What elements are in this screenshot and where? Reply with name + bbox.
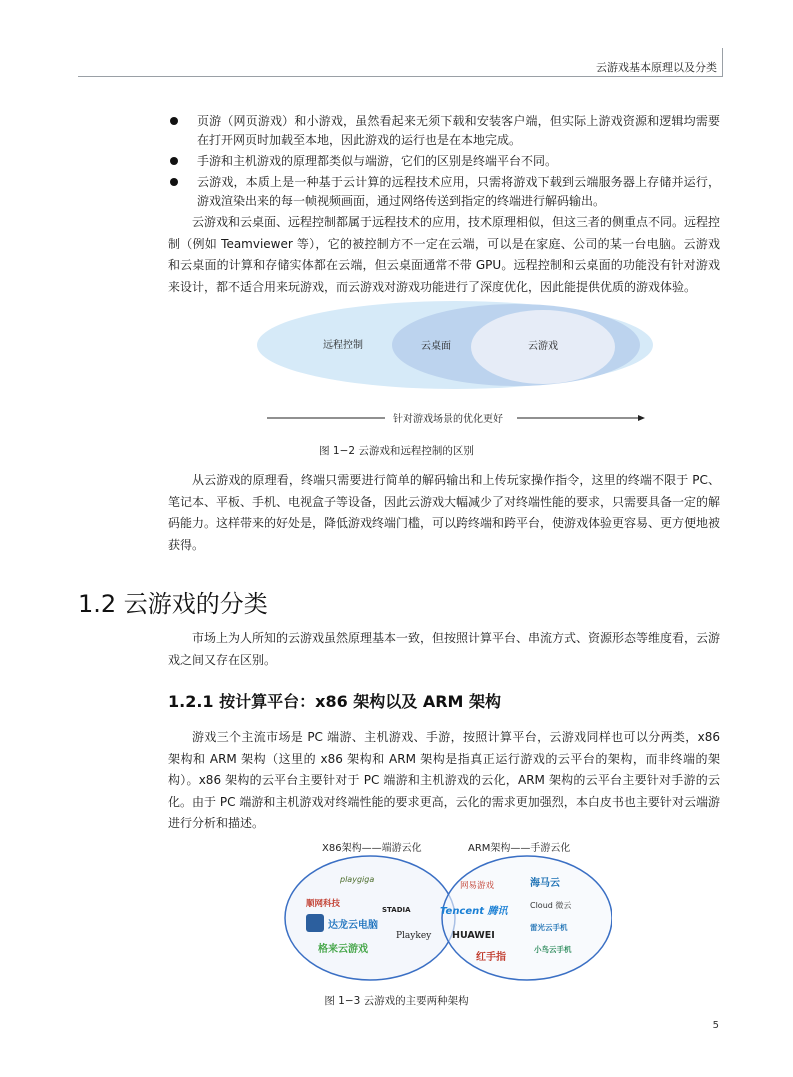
bullet-dot-icon	[170, 117, 178, 125]
logo-haima: 海马云	[530, 878, 560, 889]
arm-circle	[442, 856, 612, 980]
logo-hongshouzhi: 红手指	[476, 952, 506, 963]
figure-1-2-caption: 图 1−2 云游戏和远程控制的区别	[319, 445, 474, 457]
bullet-dot-icon	[170, 178, 178, 186]
label-cloud-game: 云游戏	[528, 341, 558, 352]
subsection-title: 1.2.1 按计算平台：x86 架构以及 ARM 架构	[168, 692, 502, 711]
page-number: 5	[712, 1020, 719, 1031]
dalong-icon	[306, 914, 324, 932]
header-rule	[78, 76, 723, 77]
logo-playkey: Playkey	[396, 931, 432, 941]
logo-playgiga: playgiga	[340, 875, 375, 884]
figure-1-3-caption: 图 1−3 云游戏的主要两种架构	[324, 995, 469, 1007]
paragraph-architecture: 游戏三个主流市场是 PC 端游、主机游戏、手游，按照计算平台，云游戏同样也可以分两类，x86 架构和 ARM 架构（这里的 x86 架构和 ARM 架构是指真正运行游戏的云平台的架构，而非终端的架构）。x86 架构的云平台主要针对于 PC 端游和主机游戏的云化，ARM 架构的云平台主要针对手游的云化。由于 PC 端游和主机游戏对终端性能的要求更高，云化的需求更加强烈，本白皮书也主要针对云端游进行分析和描述。	[168, 730, 720, 830]
bullet-text: 手游和主机游戏的原理都类似与端游，它们的区别是终端平台不同。	[197, 154, 558, 168]
logo-stadia: STADIA	[382, 906, 411, 914]
list-item	[168, 173, 720, 211]
paragraph-remote-tech: 云游戏和云桌面、远程控制都属于远程技术的应用，技术原理相似，但这三者的侧重点不同。远程控制（例如 Teamviewer 等），它的被控制方不一定在云端，可以是在家庭、公司的某一台电脑。云游戏和云桌面的计算和存储实体都在云端，但云桌面通常不带 GPU。远程控制和云桌面的功能没有针对游戏来设计，都不适合用来玩游戏，而云游戏对游戏功能进行了深度优化，因此能提供优质的游戏体验。	[168, 215, 721, 294]
list-item	[168, 112, 720, 150]
paragraph-terminal: 从云游戏的原理看，终端只需要进行简单的解码输出和上传玩家操作指令，这里的终端不限于 PC、笔记本、平板、手机、电视盒子等设备，因此云游戏大幅减少了对终端性能的要求，只需要具备一定的解码能力。这样带来的好处是，降低游戏终端门槛，可以跨终端和跨平台，使游戏体验更容易、更方便地被获得。	[168, 473, 721, 552]
label-remote-control: 远程控制	[323, 340, 363, 351]
paragraph-classification: 市场上为人所知的云游戏虽然原理基本一致，但按照计算平台、串流方式、资源形态等维度看，云游戏之间又存在区别。	[168, 631, 721, 667]
logo-cloud: Cloud 微云	[530, 901, 572, 910]
logo-leiguang: 雷光云手机	[530, 923, 568, 932]
bullet-list	[168, 112, 720, 213]
logo-dalong: 达龙云电脑	[328, 920, 378, 931]
section-title: 1.2 云游戏的分类	[78, 590, 268, 618]
figure-1-2-diagram	[255, 300, 655, 435]
bullet-dot-icon	[170, 157, 178, 165]
bullet-text: 云游戏，本质上是一种基于云计算的远程技术应用，只需将游戏下载到云端服务器上存储并运行，游戏渲染出来的每一帧视频画面，通过网络传送到指定的终端进行解码输出。	[197, 175, 720, 208]
header-corner-line	[722, 48, 723, 76]
header-title: 云游戏基本原理以及分类	[596, 61, 717, 74]
label-cloud-desktop: 云桌面	[421, 341, 451, 352]
logo-shunwang: 顺网科技	[306, 899, 341, 909]
bullet-text: 页游（网页游戏）和小游戏，虽然看起来无须下载和安装客户端，但实际上游戏资源和逻辑均需要在打开网页时加载至本地，因此游戏的运行也是在本地完成。	[197, 114, 720, 147]
x86-title: X86架构——端游云化	[322, 843, 422, 854]
logo-huawei: HUAWEI	[452, 930, 495, 941]
logo-xiaoniao: 小鸟云手机	[534, 945, 572, 954]
logo-tencent: Tencent 腾讯	[440, 906, 508, 917]
arrow-head-icon	[638, 415, 645, 421]
logo-netease: 网易游戏	[460, 881, 495, 891]
arrow-label: 针对游戏场景的优化更好	[393, 414, 503, 425]
figure-1-3-diagram	[282, 840, 612, 990]
logo-gelai: 格来云游戏	[318, 944, 368, 955]
arm-title: ARM架构——手游云化	[468, 843, 571, 854]
list-item	[168, 152, 720, 171]
